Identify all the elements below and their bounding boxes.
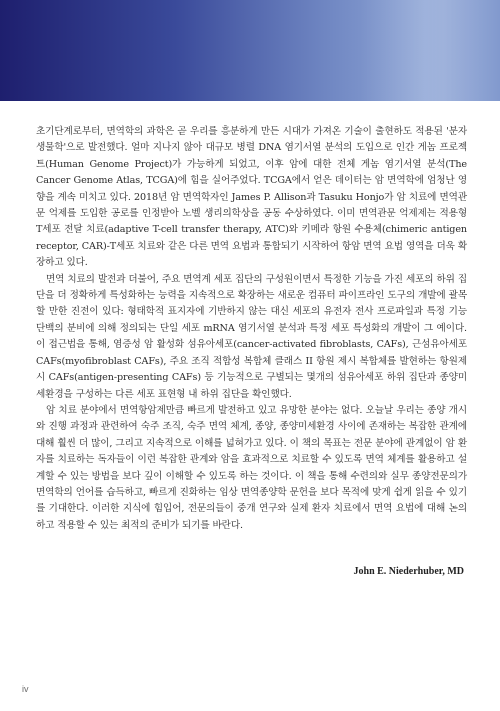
paragraph-1: 초기단계로부터, 면역학의 과학은 곧 우리를 흥분하게 만든 시대가 가져온 기술이 출현하도 적용된 '분자 생물학'으로 발전했다. 얼마 지나지 않아 대규모 병렬 DNA 염기서열 분석의 도입으로 인간 게놈 프로젝트(Human Genome Project)가 가능하게 되었고, 이후 암에 대한 전체 게놈 염기서열 분석(The Cancer Genome Atlas, TCGA)에 힘을 실어주었다. TCGA에서 얻은 데이터는 암 면역학에 엄청난 영향을 계속 미치고 있다. 2018년 암 면역학자인 James P. Allison과 Tasuku Honjo가 암 치료에 면역관문 억제를 도입한 공로를 인정받아 노벨 생리의학상을 공동 수상하였다. 이미 면역관문 억제제는 적용형 T세포 전달 치료(adaptive T-cell transfer therapy, ATC)와 키메라 항원 수용체(chimeric antigen receptor, CAR)-T세포 치료와 같은 다른 면역 요법과 통합되기 시작하여 항암 면역 요법 영역을 더욱 확장하고 있다. [36, 126, 467, 269]
page-number: iv [22, 684, 29, 694]
author-signature: John E. Niederhuber, MD [353, 566, 464, 577]
paragraph-2: 면역 치료의 발전과 더불어, 주요 면역계 세포 집단의 구성원이면서 특정한 기능을 가진 세포의 하위 집단을 더 정확하게 특성화하는 능력을 지속적으로 확장하는 새로운 컴퓨터 파이프라인 도구의 개발에 괄목할 만한 진전이 있다: 형태학적 표지자에 기반하지 않는 대신 세포의 유전자 전사 프로파일과 특정 기능 단백의 분비에 의해 정의되는 단일 세포 mRNA 염기서열 분석과 특정 세포 특성화의 개발이 그 예이다. 이 접근법을 통해, 염증성 암 활성화 섬유아세포(cancer-activated fibroblasts, CAFs), 근섬유아세포 CAFs(myofibroblast CAFs), 주요 조직 적합성 복합체 클래스 II 항원 제시 복합체를 발현하는 항원제시 CAFs(antigen-presenting CAFs) 등 기능적으로 구별되는 몇개의 섬유아세포 하위 집단과 종양미세환경을 구성하는 다른 세포 표현형 내 하위 집단을 확인했다. [36, 273, 467, 400]
preface-body [36, 124, 467, 534]
paragraph-3: 암 치료 분야에서 면역항암제만큼 빠르게 발전하고 있고 유망한 분야는 없다. 오늘날 우리는 종양 개시와 진행 과정과 관련하여 숙주 조직, 숙주 면역 체계, 종양, 종양미세환경 사이에 존재하는 복잡한 관계에 대해 훨씬 더 많이, 그리고 지속적으로 이해를 넓혀가고 있다. 이 책의 목표는 전문 분야에 관계없이 암 환자를 치료하는 독자들이 이런 복잡한 관계와 암을 효과적으로 치료할 수 있도록 면역 체계를 활용하고 설계할 수 있는 방법을 보다 깊이 이해할 수 있도록 하는 것이다. 이 책을 통해 수련의와 실무 종양전문의가 면역학의 언어를 습득하고, 빠르게 진화하는 임상 면역종양학 문헌을 보다 목적에 맞게 쉽게 읽을 수 있기를 기대한다. 이러한 지식에 힘입어, 전문의들이 중개 연구와 실제 환자 치료에서 면역 요법에 대해 논의하고 적용할 수 있는 최적의 준비가 되기를 바란다. [36, 404, 467, 531]
header-band-highlight [360, 0, 500, 101]
header-color-band [0, 0, 500, 101]
